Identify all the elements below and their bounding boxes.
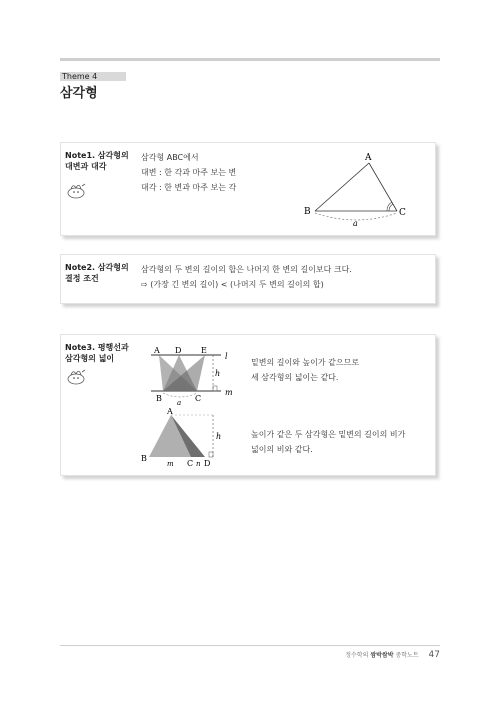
note-title: Note2. 삼각형의 결정 조건 [65, 263, 129, 283]
side-label-a: a [353, 219, 358, 228]
theme-label: Theme 4 [60, 72, 126, 81]
vertex-label-c: C [399, 208, 406, 218]
point-label-c: C [195, 394, 202, 403]
vertex-label-b: B [304, 207, 311, 217]
note-title: Note3. 평행선과 삼각형의 넓이 [65, 343, 129, 363]
note-card-2 [60, 254, 436, 304]
height-label-h: h [216, 432, 222, 441]
note-body-1: 밑변의 길이와 높이가 같으므로 세 삼각형의 넓이는 같다. [251, 358, 360, 382]
note-body-2: 높이가 같은 두 삼각형은 밑변의 길이의 비가 넓이의 비와 같다. [251, 430, 406, 454]
point-label-d: D [204, 459, 211, 468]
bottom-rule [60, 645, 440, 646]
note-card-1 [60, 142, 436, 236]
triangle-abc-figure [301, 149, 411, 229]
base-label-a: a [177, 399, 182, 405]
mascot-icon [65, 365, 89, 385]
point-label-a: A [167, 407, 173, 416]
point-label-b: B [141, 454, 147, 463]
top-rule [60, 58, 440, 61]
mascot-icon [65, 179, 89, 199]
footer-prefix: 정수학의 [345, 652, 369, 659]
base-label-n: n [196, 460, 201, 468]
line-label-l: l [225, 352, 228, 361]
note-body: 삼각형의 두 변의 길이의 합은 나머지 한 변의 길이보다 크다. ⇨ (가장 긴 변의 길이) < (나머지 두 변의 길이의 합) [141, 265, 352, 289]
page-number: 47 [428, 650, 440, 660]
parallel-lines-figure [143, 343, 243, 405]
note-card-3 [60, 334, 436, 476]
line-label-m: m [225, 388, 233, 397]
point-label-e: E [201, 346, 207, 355]
point-label-d: D [175, 346, 182, 355]
height-label-h: h [215, 369, 221, 378]
note-body: 삼각형 ABC에서 대변 : 한 각과 마주 보는 변 대각 : 한 변과 마주 보는 각 [141, 153, 237, 192]
base-label-m: m [167, 460, 174, 468]
footer-brand: 쌈박쌈박 [370, 652, 394, 659]
point-label-a: A [154, 346, 160, 355]
footer [345, 650, 440, 660]
note-title: Note1. 삼각형의 대변과 대각 [65, 151, 129, 171]
page-title: 삼각형 [60, 86, 98, 101]
triangle-ratio-figure [141, 407, 241, 469]
point-label-c: C [187, 459, 194, 468]
footer-suffix: 중학노트 [395, 652, 419, 659]
vertex-label-a: A [365, 153, 372, 163]
point-label-b: B [156, 394, 162, 403]
